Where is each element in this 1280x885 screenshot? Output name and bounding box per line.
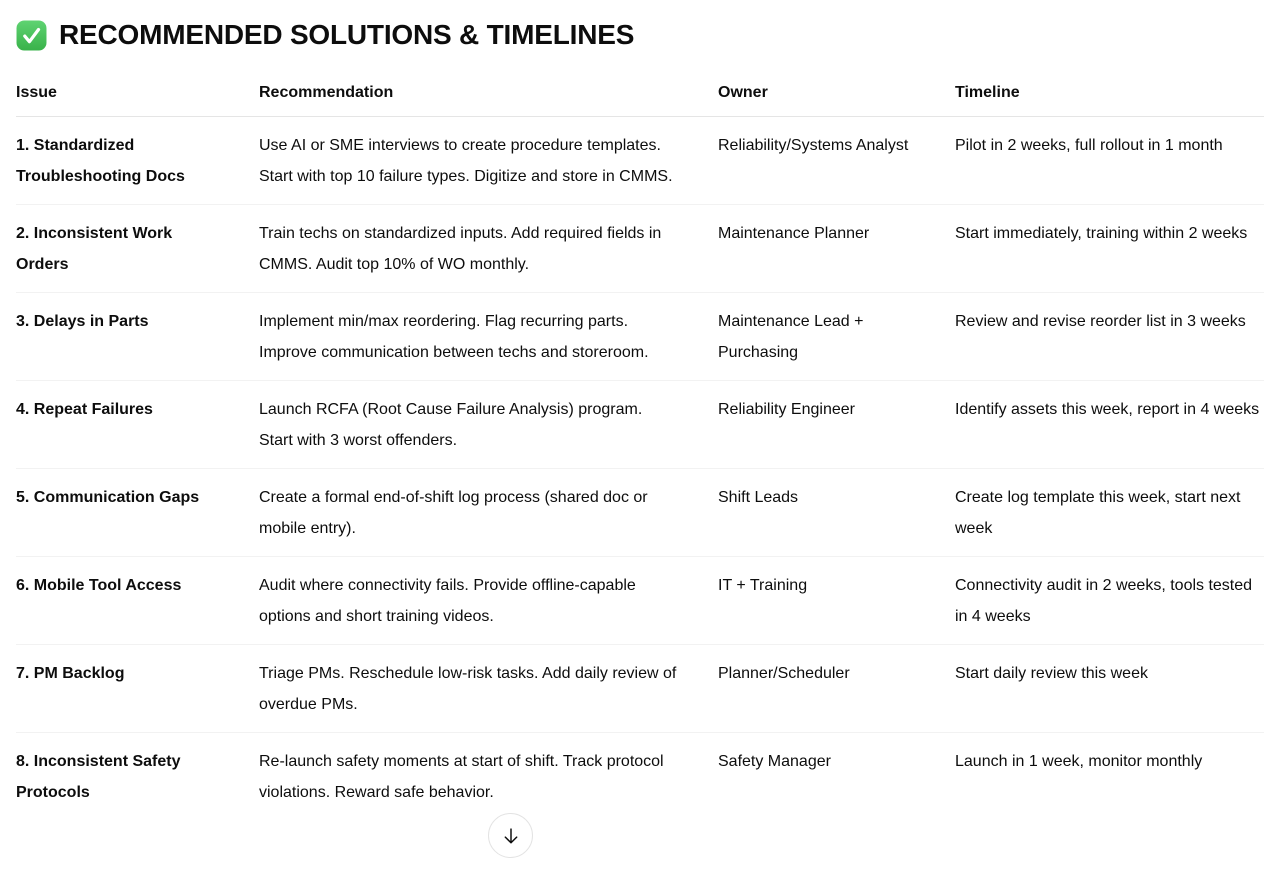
table-row [16, 645, 1264, 733]
recommendation-cell: Triage PMs. Reschedule low-risk tasks. Add daily review of overdue PMs. [259, 645, 718, 733]
owner-cell: Safety Manager [718, 753, 831, 770]
issue-cell: 8. Inconsistent Safety Protocols [16, 753, 181, 801]
issue-cell: 1. Standardized Troubleshooting Docs [16, 117, 259, 205]
column-header-recommendation: Recommendation [259, 74, 718, 117]
issue-cell: 2. Inconsistent Work Orders [16, 205, 259, 293]
recommendation-cell: Audit where connectivity fails. Provide offline-capable options and short training videos. [259, 557, 718, 645]
check-mark-emoji-icon [16, 20, 47, 51]
recommendation-cell: Implement min/max reordering. Flag recurring parts. Improve communication between techs and storeroom. [259, 293, 718, 381]
issue-cell: 3. Delays in Parts [16, 293, 259, 381]
page-title: RECOMMENDED SOLUTIONS & TIMELINES [59, 19, 635, 50]
table-row [16, 117, 1264, 205]
owner-cell: Reliability/Systems Analyst [718, 117, 955, 205]
timeline-cell: Create log template this week, start next week [955, 469, 1264, 557]
issue-cell: 7. PM Backlog [16, 645, 259, 733]
table-row [16, 557, 1264, 645]
timeline-cell: Identify assets this week, report in 4 weeks [955, 381, 1264, 469]
timeline-cell: Start daily review this week [955, 645, 1264, 733]
issue-cell: 4. Repeat Failures [16, 381, 259, 469]
owner-cell: Reliability Engineer [718, 381, 955, 469]
owner-cell: Planner/Scheduler [718, 645, 955, 733]
table-row [16, 205, 1264, 293]
recommendation-cell: Create a formal end-of-shift log process (shared doc or mobile entry). [259, 469, 718, 557]
table-row [16, 733, 1264, 821]
recommendation-cell: Re-launch safety moments at start of shift. Track protocol violations. Reward safe behavior. [259, 753, 664, 801]
column-header-issue: Issue [16, 74, 259, 117]
table-row [16, 293, 1264, 381]
recommendation-cell: Train techs on standardized inputs. Add required fields in CMMS. Audit top 10% of WO monthly. [259, 205, 718, 293]
owner-cell: Maintenance Planner [718, 205, 955, 293]
issue-cell: 6. Mobile Tool Access [16, 557, 259, 645]
solutions-table [16, 74, 1264, 820]
issue-cell: 5. Communication Gaps [16, 469, 259, 557]
down-arrow-icon [500, 825, 522, 847]
page-title-row [16, 16, 1264, 54]
timeline-cell: Review and revise reorder list in 3 weeks [955, 293, 1264, 381]
table-header-row [16, 74, 1264, 117]
scroll-to-bottom-button[interactable] [488, 813, 533, 858]
timeline-cell: Start immediately, training within 2 weeks [955, 205, 1264, 293]
owner-cell: Maintenance Lead + Purchasing [718, 293, 955, 381]
recommendation-cell: Use AI or SME interviews to create procedure templates. Start with top 10 failure types. Digitize and store in CMMS. [259, 117, 718, 205]
owner-cell: Shift Leads [718, 469, 955, 557]
table-row [16, 469, 1264, 557]
timeline-cell: Pilot in 2 weeks, full rollout in 1 month [955, 117, 1264, 205]
column-header-owner: Owner [718, 74, 955, 117]
column-header-timeline: Timeline [955, 74, 1264, 117]
timeline-cell: Launch in 1 week, monitor monthly [955, 753, 1203, 770]
timeline-cell: Connectivity audit in 2 weeks, tools tested in 4 weeks [955, 557, 1264, 645]
owner-cell: IT + Training [718, 557, 955, 645]
table-row [16, 381, 1264, 469]
recommendation-cell: Launch RCFA (Root Cause Failure Analysis) program. Start with 3 worst offenders. [259, 381, 718, 469]
